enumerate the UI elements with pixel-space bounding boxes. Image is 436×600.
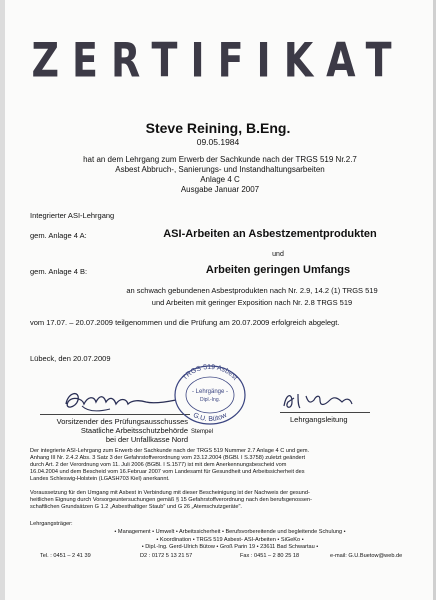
recognition-line-2: Anhang III Nr. 2.4.2 Abs. 3 Satz 3 der Gefahrstoffverordnung vom 23.12.2004 (BGBl. I S.3758) zuletzt geändert	[30, 455, 306, 461]
anlage-a-label: gem. Anlage 4 A:	[30, 231, 87, 240]
provider-line-1: • Management • Umwelt • Arbeitssicherheit • Berufsvorbereitende und begleitende Schulung •	[114, 528, 346, 535]
intro-line-2: Asbest Abbruch-, Sanierungs- und Instandhaltungsarbeiten	[115, 165, 325, 174]
birth-date: 09.05.1984	[196, 137, 240, 147]
recognition-paragraph	[30, 448, 430, 483]
place-date: Lübeck, den 20.07.2009	[30, 354, 111, 363]
recognition-line-5: Landes Schleswig-Holstein (LGASH703 Kiel) anerkannt.	[30, 476, 170, 482]
recognition-line-4: 16.04.2004 und dem Bescheid vom 16.Februar 2007 vom Landesamt für Gesundheit und Arbeitssicherheit des	[30, 469, 305, 475]
recognition-line-1: Der integrierte ASI-Lehrgang zum Erwerb der Sachkunde nach der TRGS 519 Nummer 2.7 Anlage 4 C und gem.	[30, 448, 310, 454]
provider-line-3: • Dipl.-Ing. Gerd-Ulrich Bütow • Groß Parin 19 • 23611 Bad Schwartau •	[141, 544, 319, 551]
requirement-line-1: Voraussetzung für den Umgang mit Asbest in Verbindung mit dieser Bescheinigung ist der Nachweis der gesund-	[30, 490, 310, 496]
requirement-paragraph	[30, 490, 430, 511]
email-address: e-mail: G.U.Buetow@web.de	[330, 553, 403, 560]
provider-block	[30, 521, 430, 561]
stamp-top-text: TRGS 519 Asbest	[181, 364, 239, 382]
official-stamp-icon	[172, 364, 248, 426]
participation-text: vom 17.07. – 20.07.2009 teilgenommen und die Prüfung am 20.07.2009 erfolgreich abgelegt.	[30, 318, 340, 327]
requirement-line-2: heitlichen Eignung durch Vorsorgeuntersuchungen gemäß § 15 Gefahrstoffverordnung nach den berufsgenossen-	[30, 497, 312, 503]
und-text: und	[272, 251, 284, 258]
anlage-a-title: ASI-Arbeiten an Asbestzementprodukten	[163, 228, 377, 240]
intro-text	[70, 155, 370, 195]
stamp-middle-2: Dipl.-Ing.	[199, 397, 221, 403]
examiner-signature-icon	[58, 382, 188, 416]
detail-line-2: und Arbeiten mit geringer Exposition nach Nr. 2.8 TRGS 519	[151, 298, 353, 307]
recipient-name: Steve Reining, B.Eng.	[145, 120, 291, 136]
contact-row	[30, 553, 430, 561]
mobile-number: D2 : 0172 5 13 21 57	[140, 553, 193, 560]
examiner-line-3: bei der Unfallkasse Nord	[105, 435, 188, 444]
intro-line-1: hat an dem Lehrgang zum Erwerb der Sachkunde nach der TRGS 519 Nr.2.7	[83, 155, 357, 164]
recognition-line-3: durch Art. 2 der Verordnung vom 11. Juli 2006 (BGBl. I S.1577) ist mit dem Anerkennungsbescheid vom	[30, 462, 287, 468]
anlage-b-title: Arbeiten geringen Umfangs	[205, 264, 351, 276]
director-signature-line	[280, 412, 370, 413]
course-type: Integrierter ASI-Lehrgang	[30, 211, 115, 220]
examiner-line-2: Staatliche Arbeitsschutzbehörde	[80, 426, 188, 435]
examiner-title	[30, 417, 188, 444]
intro-line-3: Anlage 4 C	[200, 175, 240, 184]
requirement-line-3: schaftlichen Grundsätzen G 1.2 „Asbesthaltiger Staub" und G 26 „Atemschutzgeräte".	[30, 504, 242, 510]
intro-line-4: Ausgabe Januar 2007	[180, 185, 260, 194]
stamp-middle-1: - Lehrgänge -	[191, 389, 229, 395]
provider-label: Lehrgangsträger:	[30, 521, 73, 527]
director-title: Lehrgangsleitung	[290, 415, 348, 424]
examiner-line-1: Vorsitzender des Prüfungsausschusses	[56, 417, 188, 426]
scan-edge-left	[0, 0, 5, 600]
certificate-title: ZERTIFIKAT	[31, 32, 405, 88]
phone-number: Tel. : 0451 – 2 41 39	[40, 553, 91, 560]
fax-number: Fax : 0451 – 2 80 25 18	[240, 553, 300, 560]
anlage-b-label: gem. Anlage 4 B:	[30, 267, 88, 276]
stamp-label: Stempel	[191, 429, 214, 435]
examiner-signature-line	[40, 414, 190, 415]
director-signature-icon	[280, 388, 370, 414]
detail-line-1: an schwach gebundenen Asbestprodukten nach Nr. 2.9, 14.2 (1) TRGS 519	[126, 286, 378, 295]
stamp-bottom-text: G.U. Bütow	[191, 411, 229, 424]
provider-line-2: • Koordination • TRGS 519 Asbest- ASI-Arbeiten • SiGeKo •	[156, 536, 304, 543]
svg-text:TRGS 519 Asbest	[181, 364, 238, 382]
